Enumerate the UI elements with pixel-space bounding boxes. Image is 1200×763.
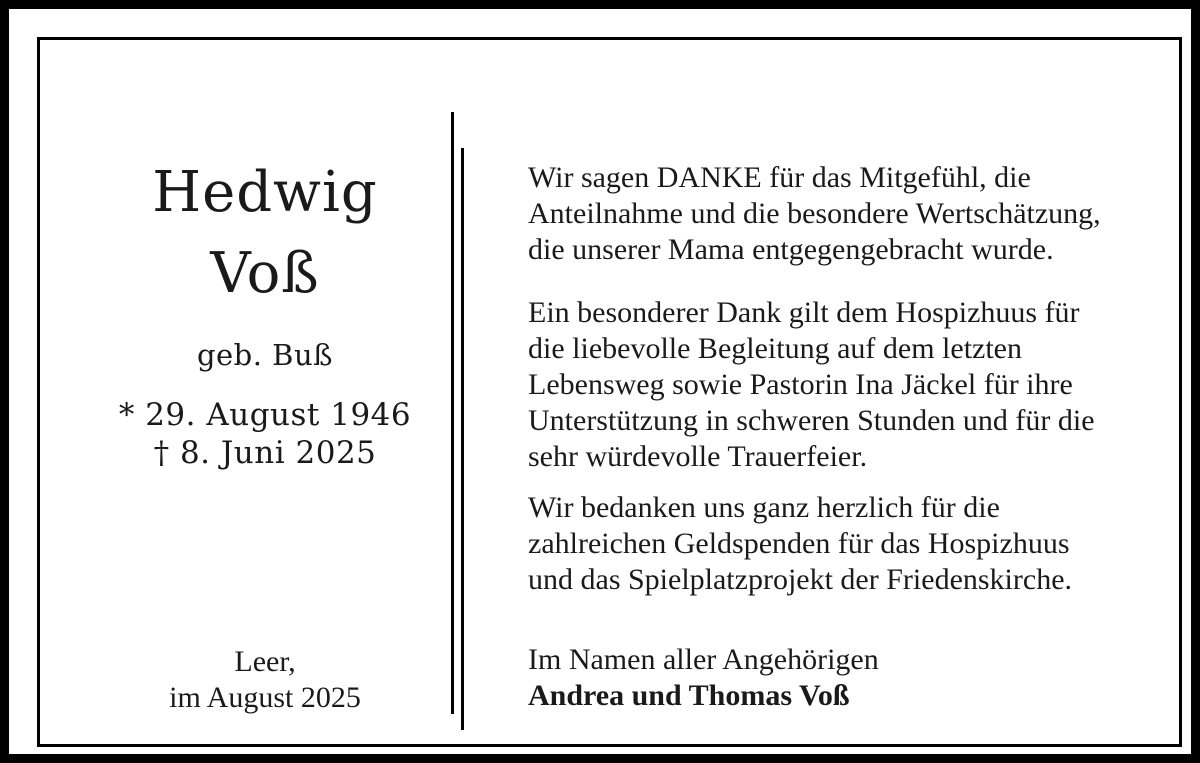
text-line: Wir bedanken uns ganz herzlich für die [528, 491, 1000, 524]
text-line: Wir sagen DANKE für das Mitgefühl, die [528, 161, 1031, 194]
thanks-column [528, 40, 1168, 740]
last-name: Voß [210, 241, 320, 306]
text-line: Ein besonderer Dank gilt dem Hospizhuus für [528, 296, 1080, 329]
thanks-paragraph-3 [528, 490, 1168, 598]
obituary-card [9, 9, 1191, 754]
text-line: die liebevolle Begleitung auf dem letzten [528, 332, 1022, 365]
place-and-date [70, 644, 460, 716]
thanks-paragraph-2 [528, 295, 1168, 475]
deceased-column [70, 40, 460, 740]
divider-line-right [461, 148, 464, 730]
signoff-block [528, 642, 1168, 714]
signoff-text: Im Namen aller Angehörigen [528, 643, 879, 676]
text-line: sehr würdevolle Trauerfeier. [528, 440, 868, 473]
text-line: zahlreichen Geldspenden für das Hospizhuus [528, 527, 1070, 560]
text-line: Lebensweg sowie Pastorin Ina Jäckel für ihre [528, 368, 1073, 401]
text-line: Unterstützung in schweren Stunden und für die [528, 404, 1095, 437]
first-name: Hedwig [152, 160, 378, 225]
thanks-paragraph-1 [528, 160, 1168, 268]
text-line: und das Spielplatzprojekt der Friedenskirche. [528, 563, 1073, 596]
signers: Andrea und Thomas Voß [528, 679, 850, 712]
text-line: die unserer Mama entgegengebracht wurde. [528, 233, 1054, 266]
place: Leer, [234, 645, 296, 678]
death-date: † 8. Juni 2025 [153, 435, 377, 471]
notice-frame [37, 37, 1182, 747]
date-line: im August 2025 [169, 681, 361, 714]
text-line: Anteilnahme und die besondere Wertschätzung, [528, 197, 1101, 230]
birth-date: * 29. August 1946 [118, 397, 412, 433]
maiden-name: geb. Buß [196, 338, 334, 372]
life-dates [70, 396, 460, 472]
